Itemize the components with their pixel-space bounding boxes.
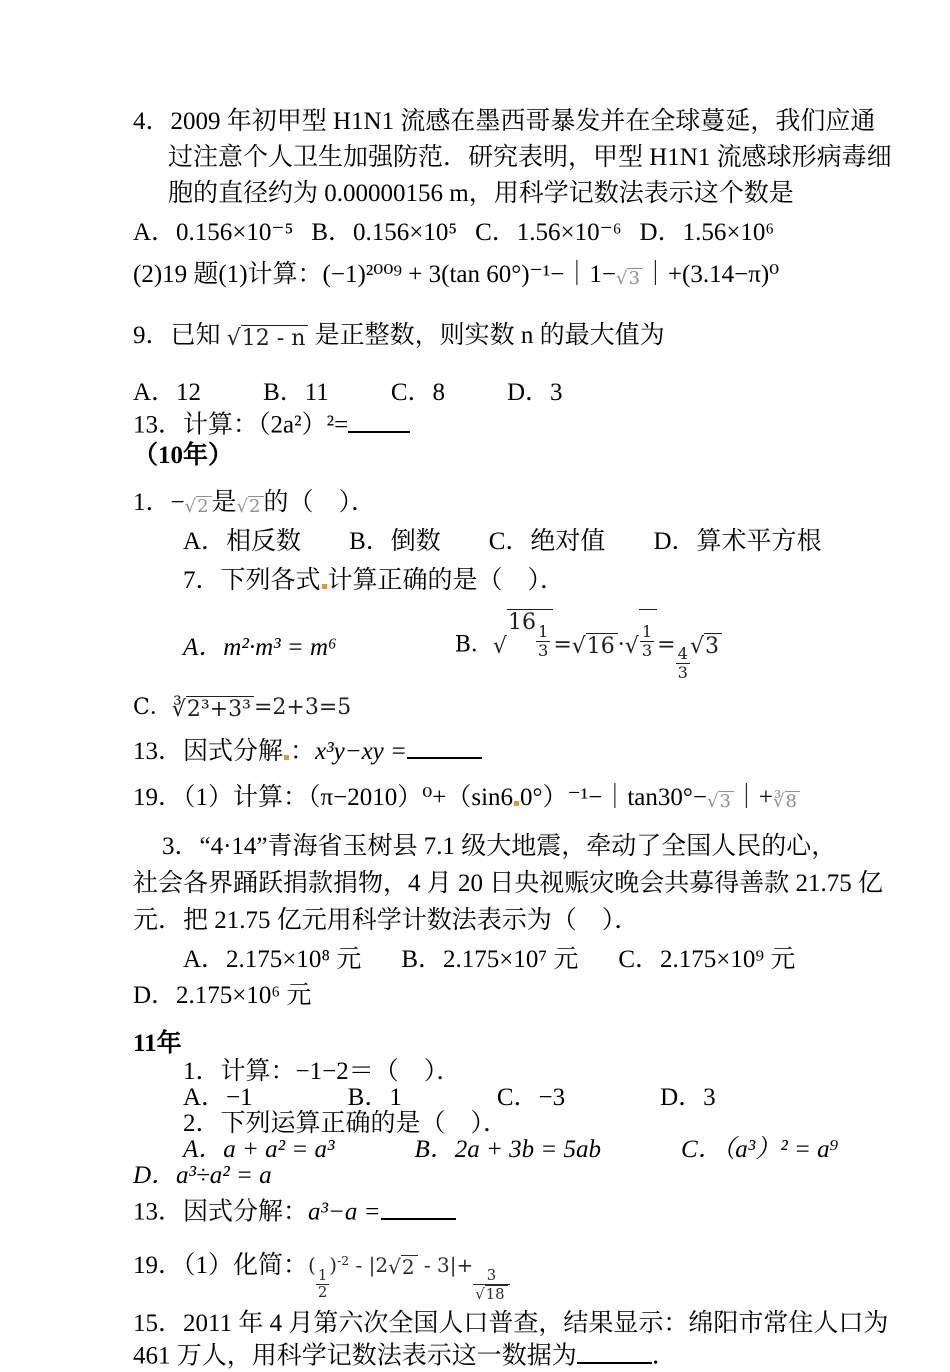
y10-question-13: 13．因式分解 ：x³y−xy = bbox=[133, 734, 893, 770]
sqrt-2: √ 2 bbox=[237, 496, 264, 518]
section-header-year10: （10年） bbox=[133, 441, 234, 469]
fraction-one-third: $\frac{1}{3}$ bbox=[537, 621, 549, 660]
radical-sign-icon: √ bbox=[571, 634, 586, 660]
sqrt-18: √ 18 bbox=[475, 1285, 507, 1303]
calc-pre: (2)19 题(1)计算：(−1)²⁰⁰⁹ + 3(tan 60°)⁻¹−｜1− bbox=[133, 261, 616, 288]
option-d: D．3 bbox=[507, 379, 563, 406]
option-d: D．3 bbox=[660, 1084, 716, 1112]
option-b: B． √ 16 $\frac{1}{3}$ = √ 16 · √ $\frac{1}{3}$ = $\frac{4}{3}$ √ 3 bbox=[455, 609, 722, 683]
spellcheck-dot bbox=[284, 755, 289, 760]
option-d: D．算术平方根 bbox=[653, 527, 822, 555]
question-3-line-1: 3．“4·14”青海省玉树县 7.1 级大地震，牵动了全国人民的心， bbox=[162, 833, 837, 861]
fill-in-blank bbox=[348, 408, 410, 433]
option-d: D．1.56×10⁶ bbox=[639, 219, 775, 246]
y11-question-2-options bbox=[183, 1137, 893, 1163]
question-3-line-3: 元．把 21.75 亿元用科学计数法表示为（ ）． bbox=[133, 907, 640, 935]
option-c: C．1.56×10⁻⁶ bbox=[475, 219, 622, 246]
y10-question-7: 7．下列各式 计算正确的是（ ）． bbox=[183, 566, 566, 594]
section-header-year11: 11年 bbox=[133, 1030, 182, 1058]
sqrt-2: √ 2 bbox=[185, 496, 212, 518]
question-4-line-2: 过注意个人卫生加强防范．研究表明，甲型 H1N1 流感球形病毒细 bbox=[168, 144, 892, 171]
question-15-line-2: 461 万人，用科学记数法表示这一数据为 ． bbox=[133, 1339, 893, 1372]
option-b: B．1 bbox=[347, 1084, 402, 1112]
option-a: A．0.156×10⁻⁵ bbox=[133, 219, 294, 246]
fraction-one-half: $\frac{1}{2}$ bbox=[317, 1266, 328, 1302]
option-c: C．−3 bbox=[496, 1084, 566, 1112]
option-c: C．（a³）² = a⁹ bbox=[681, 1136, 839, 1164]
option-a: A．12 bbox=[133, 379, 202, 406]
fraction-3-over-sqrt18: 3 √ 18 bbox=[473, 1268, 509, 1303]
radical-sign-icon: √ bbox=[388, 1255, 401, 1280]
y11-question-2: 2．下列运算正确的是（ ）． bbox=[183, 1110, 509, 1138]
cube-root-sign-icon: ∛ bbox=[171, 697, 186, 723]
fill-in-blank bbox=[381, 1195, 456, 1220]
option-c: C．2.175×10⁹ 元 bbox=[618, 946, 796, 974]
option-a: A．−1 bbox=[183, 1084, 253, 1112]
radical-sign-icon: √ bbox=[226, 326, 241, 351]
fill-in-blank bbox=[577, 1339, 652, 1364]
radical-sign-icon: √ bbox=[236, 495, 249, 517]
radical-sign-icon: √ bbox=[624, 634, 639, 660]
question-4-line-3: 胞的直径约为 0.00000156 m，用科学记数法表示这个数是 bbox=[168, 180, 794, 207]
question-9-options bbox=[133, 378, 893, 408]
radical-sign-icon: √ bbox=[689, 634, 704, 660]
y11-question-19: 19．（1）化简：( $\frac{1}{2}$ )$^{-2}$ - |2 √ 2 - 3|+ 3 √ 18 bbox=[133, 1236, 893, 1303]
y10-question-19: 19．（1）计算：（π−2010）⁰+（sin6 0°）⁻¹−｜tan30°− √ 3 ｜+ ∛ 8 bbox=[133, 780, 893, 816]
y10-question-7-options-ab bbox=[183, 609, 893, 683]
spellcheck-dot bbox=[322, 584, 327, 589]
question-3-option-d: D．2.175×10⁶ 元 bbox=[133, 982, 312, 1010]
sqrt-3: √ 3 bbox=[690, 633, 722, 659]
factor-expression: a³−a = bbox=[308, 1198, 381, 1226]
option-b: B．倒数 bbox=[349, 527, 441, 555]
sqrt-16-one-third: √ 16 $\frac{1}{3}$ bbox=[493, 609, 553, 660]
radical-sign-icon: √ bbox=[615, 268, 628, 289]
question-3-line-2: 社会各界踊跃捐款捐物，4 月 20 日央视赈灾晚会共募得善款 21.75 亿 bbox=[133, 870, 884, 898]
option-a: A．a + a² = a³ bbox=[183, 1136, 335, 1164]
calc-post: ｜+(3.14−π)⁰ bbox=[642, 261, 780, 288]
option-b: B．0.156×10⁵ bbox=[311, 219, 458, 246]
question-19-1-calc bbox=[133, 260, 893, 290]
option-a: A．2.175×10⁸ 元 bbox=[183, 946, 362, 974]
sqrt-12-minus-n: √ 12 - n bbox=[227, 325, 309, 351]
sqrt-2: √ 2 bbox=[388, 1255, 417, 1279]
y11-question-1: 1．计算：−1−2＝（ ）． bbox=[183, 1058, 462, 1086]
fraction-four-thirds: $\frac{4}{3}$ bbox=[677, 644, 688, 683]
fill-in-blank bbox=[407, 735, 482, 760]
sqrt-3: √ 3 bbox=[707, 791, 734, 813]
cube-root-expression: ∛ 2³+3³ bbox=[172, 696, 254, 722]
radical-sign-icon: √ bbox=[184, 495, 197, 517]
spellcheck-dot bbox=[514, 801, 519, 806]
question-9 bbox=[133, 318, 893, 354]
option-b: B．2.175×10⁷ 元 bbox=[401, 946, 579, 974]
cube-root-8: ∛ 8 bbox=[773, 791, 800, 813]
option-c: C．8 bbox=[390, 379, 445, 406]
option-a: A．相反数 bbox=[183, 527, 302, 555]
option-b: B．2a + 3b = 5ab bbox=[414, 1136, 602, 1164]
y10-question-7-option-c: C． ∛ 2³+3³ =2+3=5 bbox=[133, 695, 352, 723]
exponent: -2 bbox=[337, 1253, 350, 1269]
y10-question-1: 1．− √ 2 是 √ 2 的（ ）． bbox=[133, 488, 377, 517]
radical-sign-icon: √ bbox=[492, 634, 507, 660]
worksheet-content bbox=[133, 104, 893, 1372]
question-3-options bbox=[183, 945, 893, 975]
cube-root-sign-icon: ∛ bbox=[773, 791, 785, 813]
q9-post: 是正整数，则实数 n 的最大值为 bbox=[314, 322, 665, 349]
option-b: B．11 bbox=[263, 379, 329, 406]
option-c: C．绝对值 bbox=[488, 527, 606, 555]
question-4-line-1: 4．2009 年初甲型 H1N1 流感在墨西哥暴发并在全球蔓延，我们应通 bbox=[133, 108, 876, 135]
radical-sign-icon: √ bbox=[706, 791, 719, 813]
question-13-calc: 13．计算：（2a²）²= bbox=[133, 408, 893, 441]
fraction-one-third: $\frac{1}{3}$ bbox=[641, 621, 653, 660]
y11-question-13: 13．因式分解：a³−a = bbox=[133, 1195, 893, 1226]
y11-question-2-option-d: D．a³÷a² = a bbox=[133, 1162, 272, 1190]
option-a: A．m²·m³ = m⁶ bbox=[183, 634, 337, 662]
sqrt-3: √ 3 bbox=[616, 268, 643, 290]
factor-expression: x³y−xy = bbox=[315, 738, 407, 766]
radical-sign-icon: √ bbox=[475, 1286, 485, 1304]
sqrt-one-third bbox=[625, 609, 657, 660]
q9-pre: 9．已知 bbox=[133, 322, 221, 349]
question-4-options bbox=[133, 218, 893, 248]
sqrt-16: √ 16 bbox=[572, 633, 618, 659]
question-15-line-1: 15．2011 年 4 月第六次全国人口普查，结果显示：绵阳市常住人口为 bbox=[133, 1310, 889, 1338]
y11-question-1-options bbox=[183, 1085, 893, 1111]
y10-question-1-options bbox=[183, 527, 893, 557]
simplify-expression: ( $\frac{1}{2}$ )$^{-2}$ - |2 √ 2 - 3|+ 3 √ 18 bbox=[308, 1253, 510, 1277]
